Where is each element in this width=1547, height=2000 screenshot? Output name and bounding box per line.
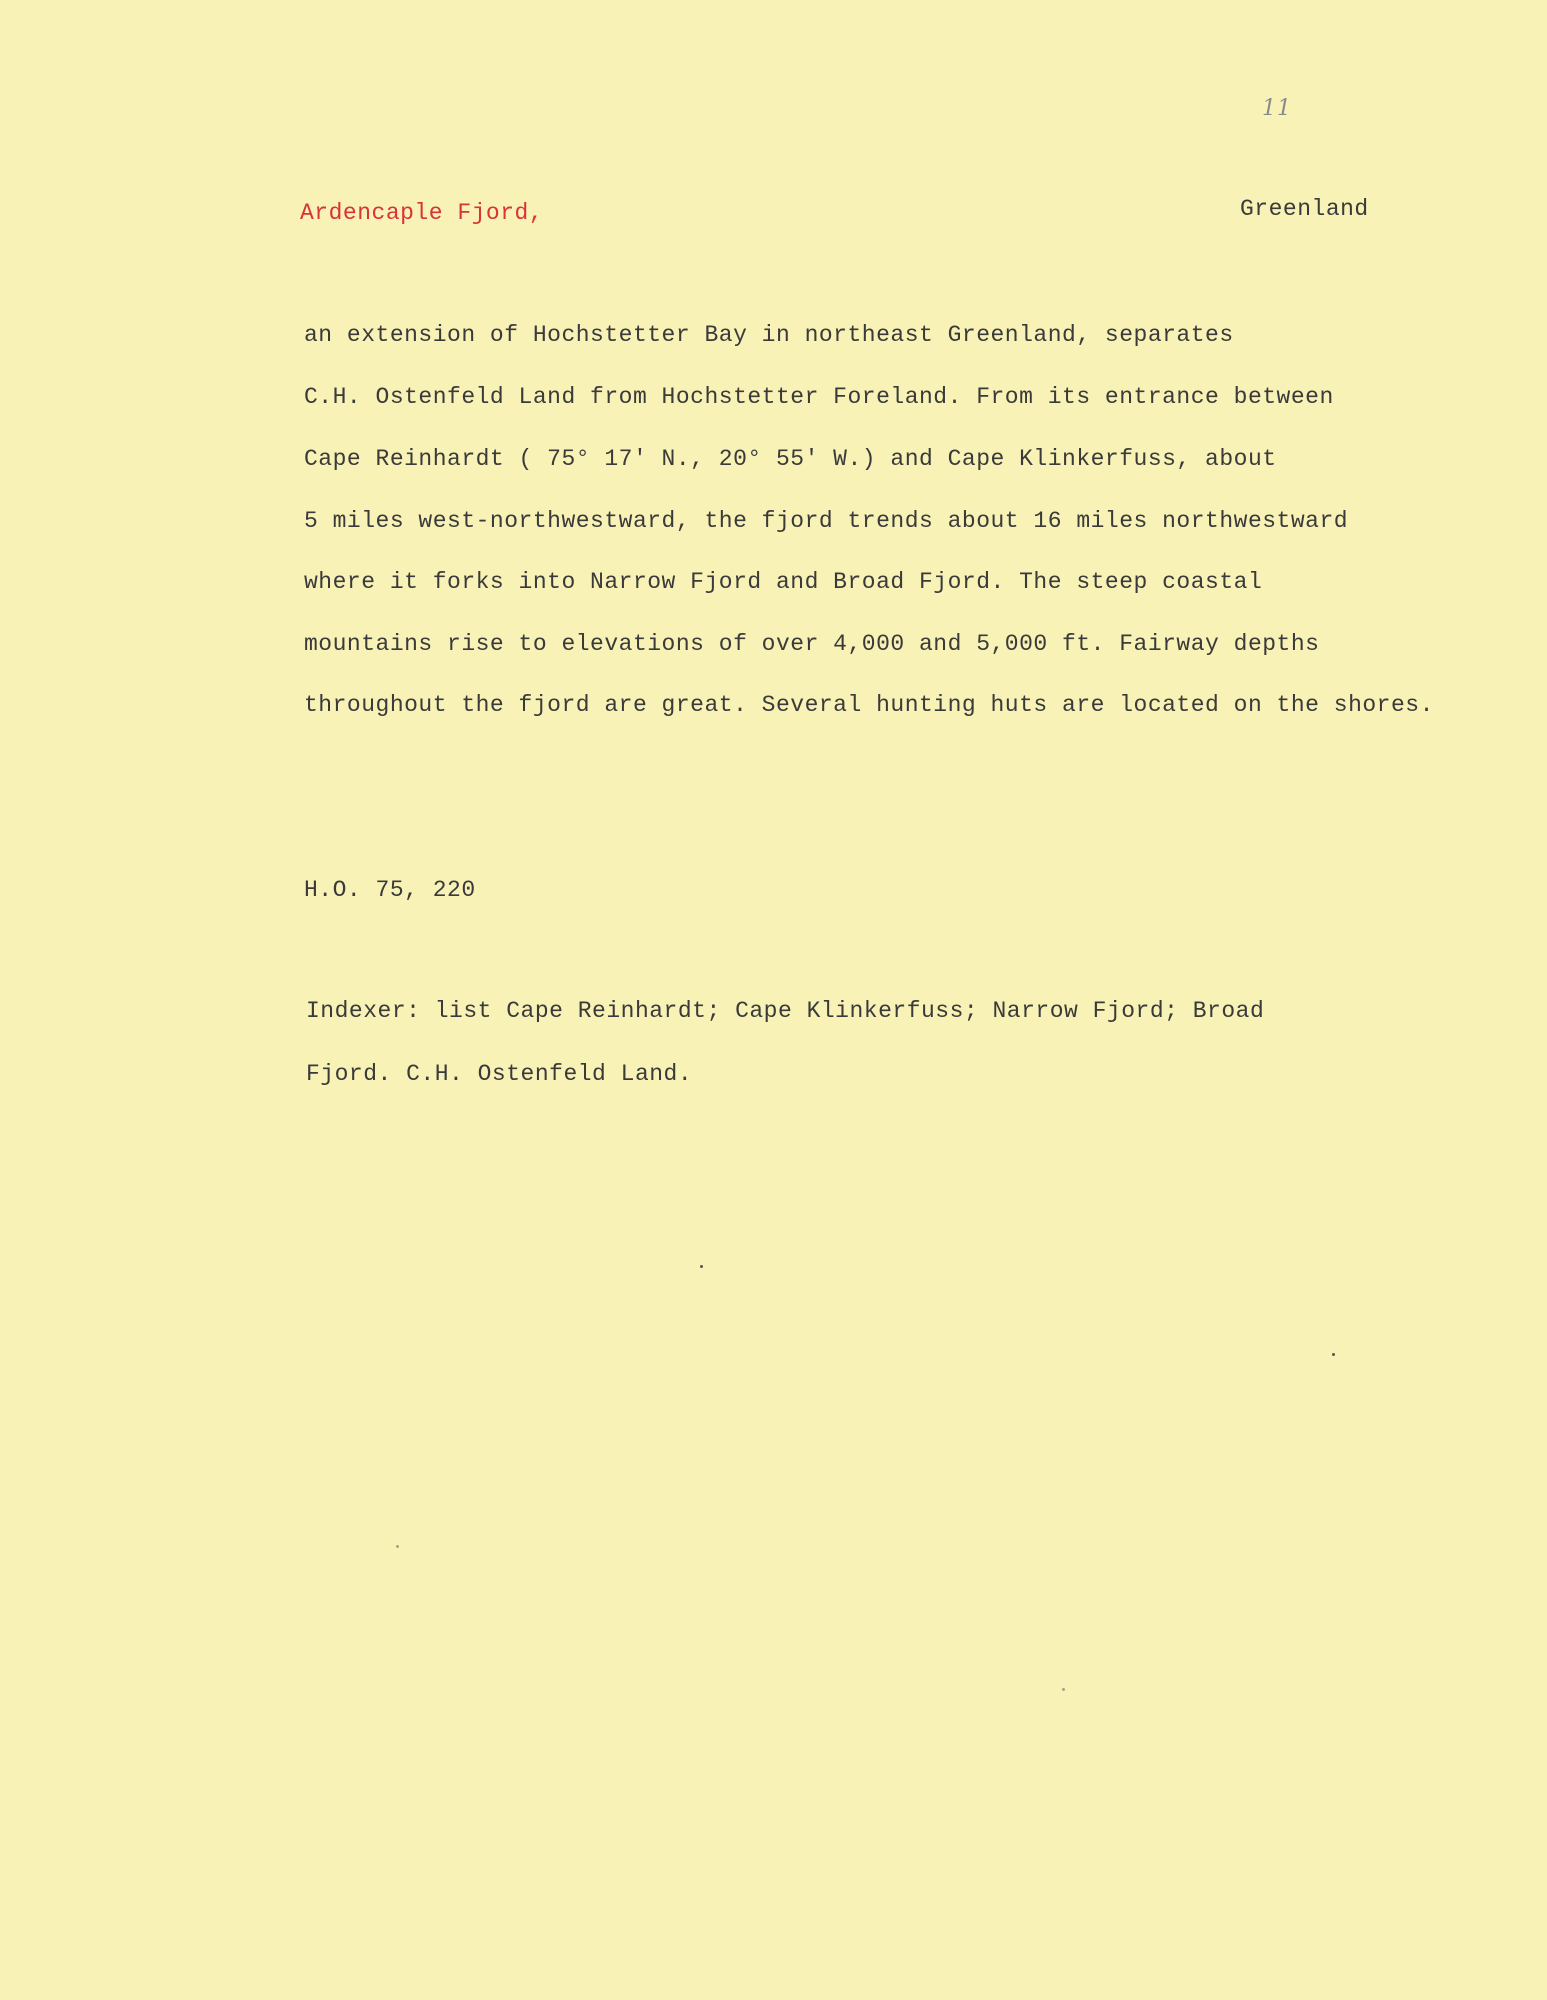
entry-title: Ardencaple Fjord,	[300, 200, 544, 226]
paper-speck	[700, 1265, 703, 1268]
body-line: Cape Reinhardt ( 75° 17' N., 20° 55' W.) and Cape Klinkerfuss, about	[304, 446, 1277, 472]
hydrographic-reference: H.O. 75, 220	[304, 877, 476, 903]
body-line: 5 miles west-northwestward, the fjord trends about 16 miles northwestward	[304, 508, 1349, 534]
paper-speck	[1062, 1688, 1065, 1691]
indexer-note-line: Indexer: list Cape Reinhardt; Cape Klinkerfuss; Narrow Fjord; Broad	[306, 998, 1265, 1024]
body-line: mountains rise to elevations of over 4,000 and 5,000 ft. Fairway depths	[304, 631, 1320, 657]
page-number: 11	[1262, 96, 1292, 121]
paper-speck	[1332, 1353, 1335, 1356]
body-line: an extension of Hochstetter Bay in northeast Greenland, separates	[304, 322, 1234, 348]
body-line: throughout the fjord are great. Several hunting huts are located on the shores.	[304, 692, 1434, 718]
body-line: where it forks into Narrow Fjord and Broad Fjord. The steep coastal	[304, 569, 1263, 595]
body-line: C.H. Ostenfeld Land from Hochstetter Foreland. From its entrance between	[304, 384, 1334, 410]
entry-region: Greenland	[1240, 196, 1369, 222]
indexer-note-line: Fjord. C.H. Ostenfeld Land.	[306, 1061, 693, 1087]
paper-speck	[396, 1545, 399, 1548]
